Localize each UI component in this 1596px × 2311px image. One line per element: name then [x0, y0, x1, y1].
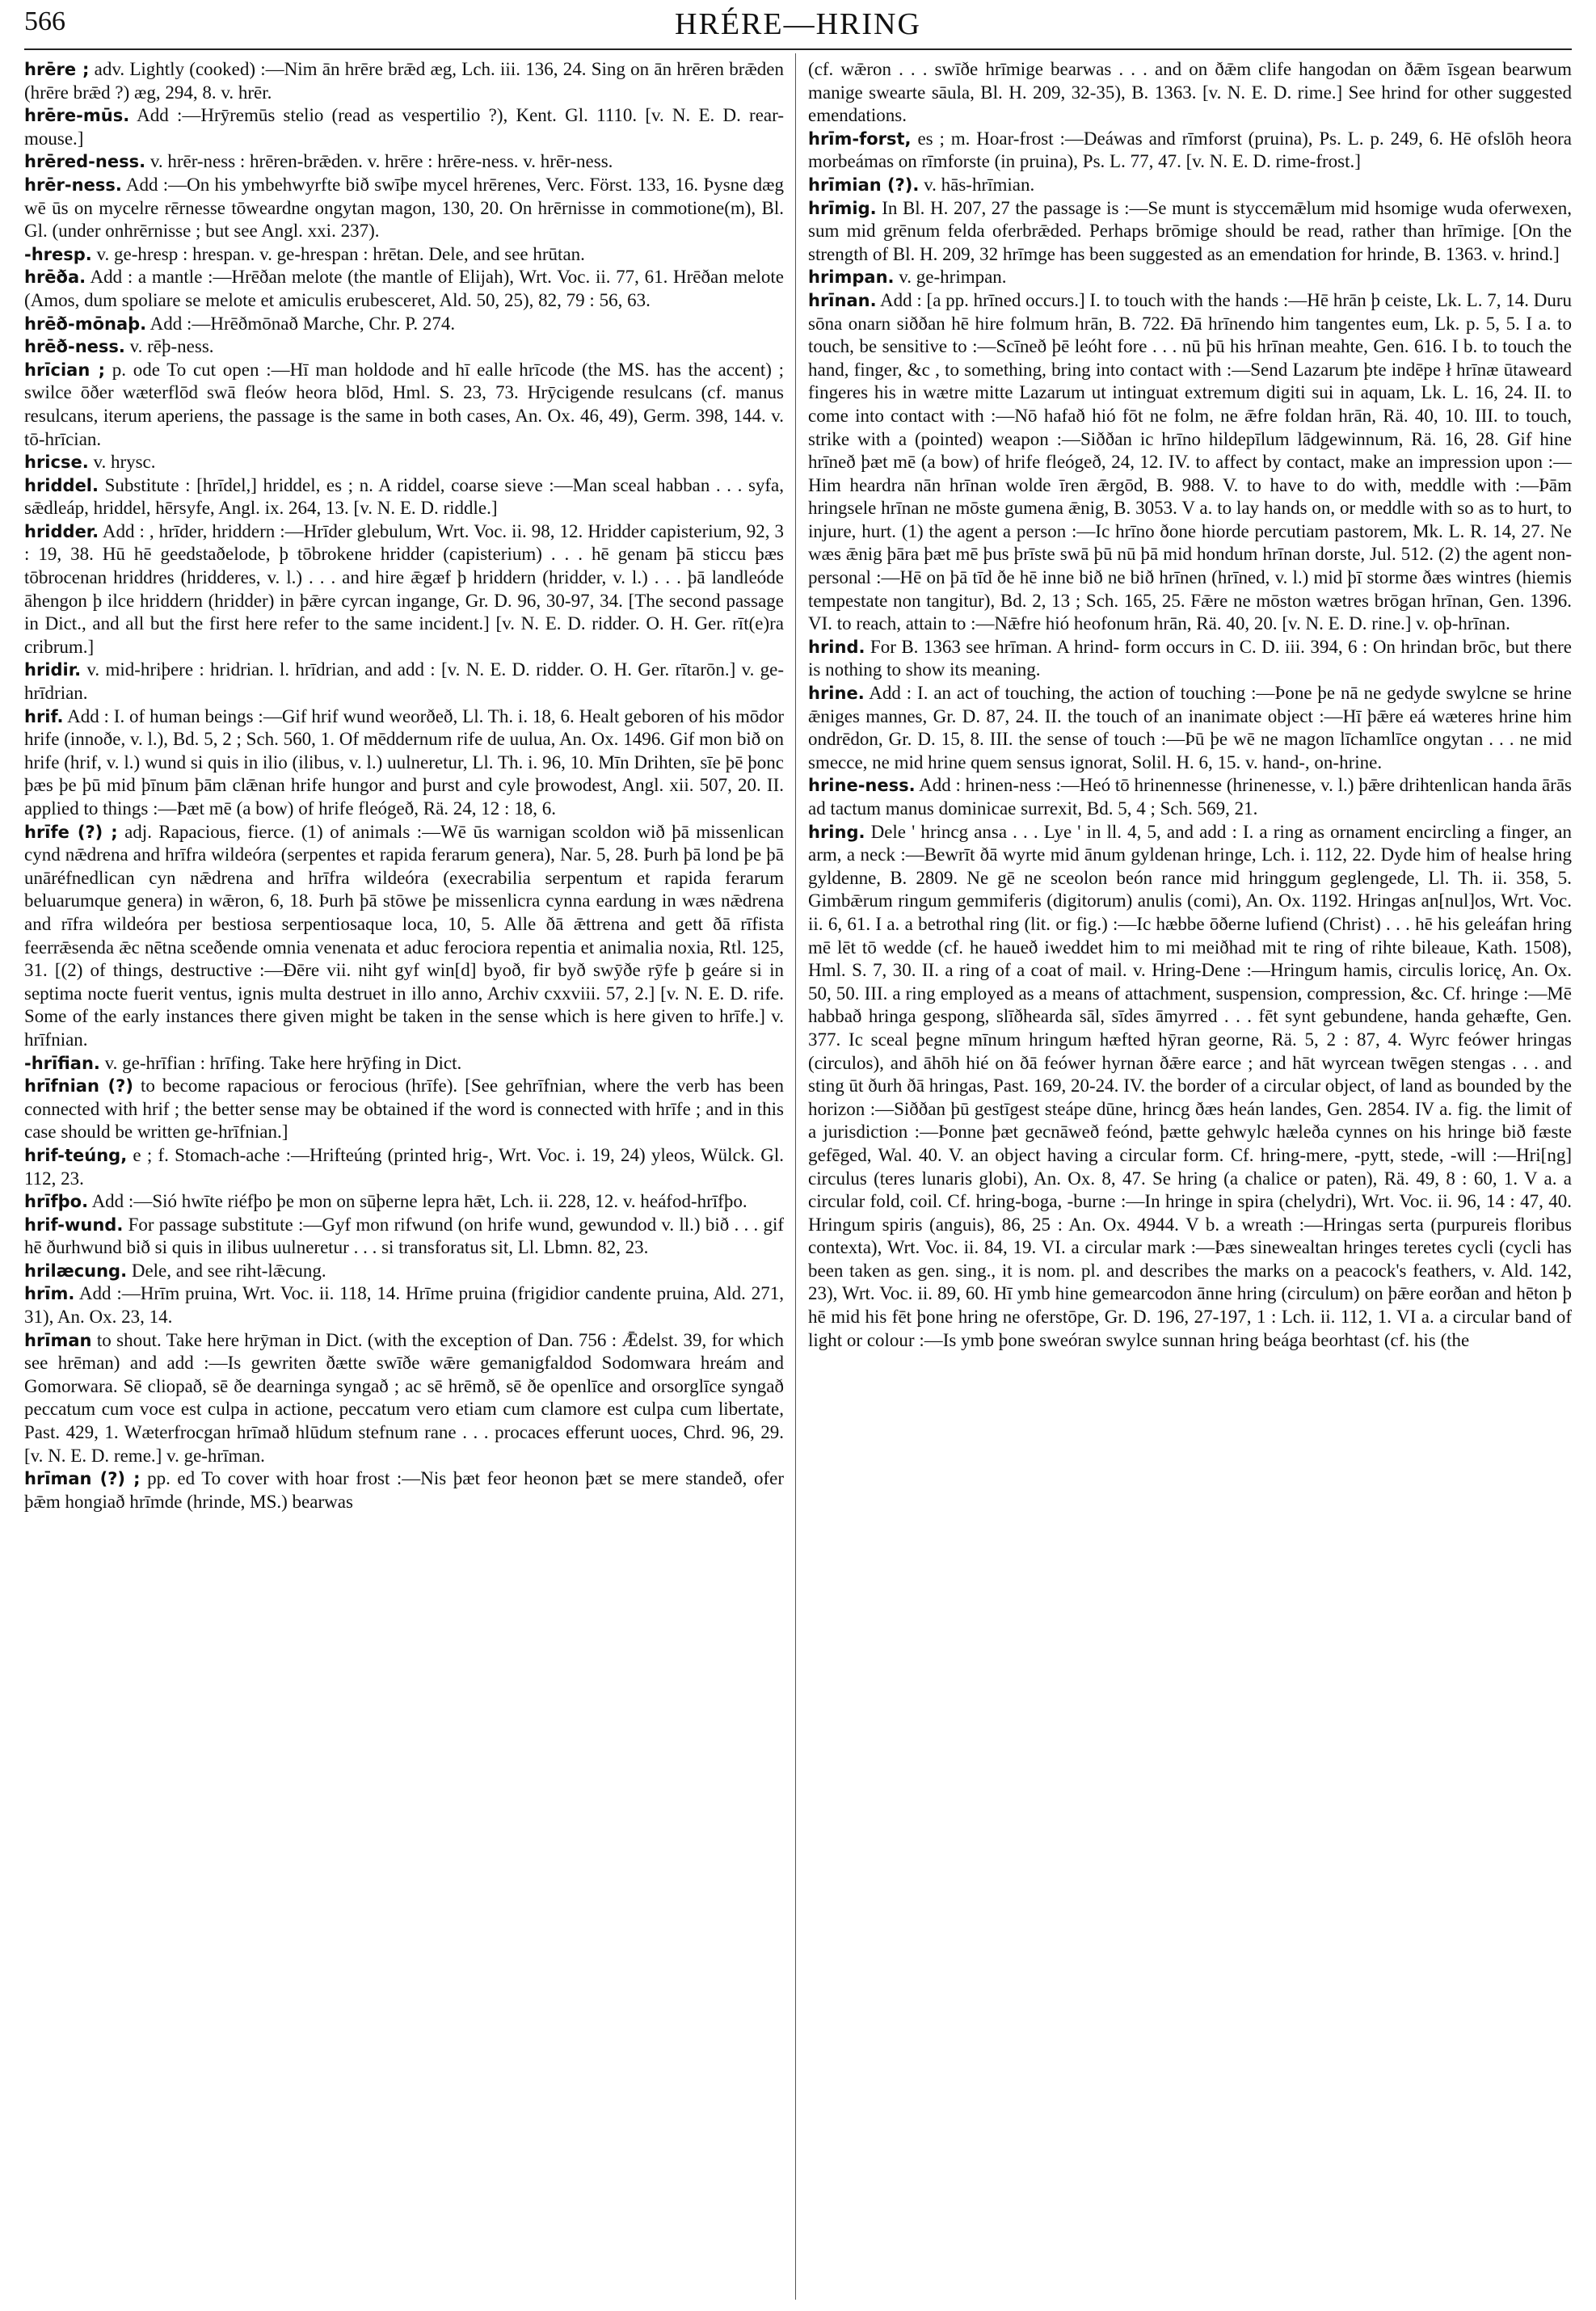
dictionary-entry	[24, 1052, 784, 1076]
entry-text: Add : [a pp. hrīned occurs.] I. to touch with the hands :—Hē hrān þ ceiste, Lk. L. 7, 14. Duru sōna onarn siððan hē hire folmum hrān, B. 722. Ðā hrīnendo him tangentes eum, Lk. p. 5, 5. I a. to touch, be sensitive to :—Scīneð þē leóht fore . . . nū þū his hrīnan meahte, Gen. 616. I b. to touch the hand, finger, &c , to something, bring into contact with :—Send Lazarum þte indēpe ł hrīnæ ūtaweard fingeres his in wætre mitte Lazarum ut intinguat extremum digiti sui in aquam, Lk. L. 16, 24. II. to come into contact with :—Nō hafað hió fōt ne folm, ne ǣfre foldan hrān, Rä. 40, 10. III. to touch, strike with a (pointed) weapon :—Siððan ic hrīno hildepīlum lādgewinnum, Rä. 16, 28. Gif hine hrīneð þæt mē (a bow) of hrife fleógeð, 24, 12. IV. to affect by contact, make an impression upon :—Him heardra nān hrīnan wolde īren ǣrgōd, B. 988. V. to have to do with, meddle with :—Þām hringsele hrīnan ne mōste gumena ǣnig, B. 3053. V a. to lay hands on, or meddle with so as to hurt, to injure, hurt. (1) the agent a person :—Ic hrīno ðone hiorde percutiam pastorem, Mk. L. R. 14, 27. Ne wæs ǣnig þāra þæt mē þus þrīste swā þū nū þā mid hondum hrīnan dorste, Jul. 512. (2) the agent non-personal :—Hē on þā tīd ðe hē inne bið ne bið hrīnen (hrīned, v. l.) mid þī storme ðæs wintres (hiemis tempestate non tangitur), Bd. 2, 13 ; Sch. 165, 25. Fǣre ne mōston wætres brōgan hrīnan, Gen. 1396. VI. to reach, attain to :—Nǣfre hió heofonum hrān, Rä. 40, 20. [v. N. E. D. rine.] v. oþ-hrīnan.	[808, 289, 1572, 634]
entry-headword: hrimpan.	[808, 267, 895, 288]
entry-headword: hrīcian ;	[24, 360, 105, 380]
entry-headword: hrind.	[808, 637, 865, 657]
entry-headword: hriddel.	[24, 475, 99, 495]
entry-headword: hrīfe (?) ;	[24, 822, 118, 842]
dictionary-entry	[24, 705, 784, 821]
entry-headword: hrīm.	[24, 1284, 75, 1304]
dictionary-entry	[24, 1467, 784, 1513]
dictionary-entry	[24, 58, 784, 104]
dictionary-entry	[24, 520, 784, 659]
dictionary-entry	[808, 636, 1572, 682]
entry-headword: hrēð-mōnaþ.	[24, 314, 147, 334]
dictionary-entry	[24, 1144, 784, 1190]
dictionary-entry	[808, 174, 1572, 197]
entry-headword: hrēre-mūs.	[24, 106, 130, 126]
entry-text: Add : I. an act of touching, the action of touching :—Þone þe nā ne gedyde swylcne se hrine ǣniges mannes, Gr. D. 87, 24. II. the touch of an inanimate object :—Hī þǣre eá wæteres hrine him ondrēdon, Gr. D. 15, 8. III. the sense of touch :—Þū þe wē ne magon līchamlīce ongytan . . . ne mid smecce, ne mid hrine quem sensus ignorat, Solil. H. 6, 15. v. hand-, on-hrine.	[808, 683, 1572, 772]
entry-text: Add :—Hrēðmōnað Marche, Chr. P. 274.	[149, 313, 456, 334]
entry-text: pp. ed To cover with hoar frost :—Nis þæt feor heonon þæt se mere standeð, ofer þǣm hongiað hrīmde (hrinde, MS.) bearwas	[24, 1468, 784, 1512]
dictionary-entry	[808, 128, 1572, 174]
entry-headword: hrine.	[808, 684, 865, 704]
dictionary-entry	[24, 1190, 784, 1214]
entry-headword: hrīmig.	[808, 198, 877, 218]
entry-text: Substitute : [hrīdel,] hriddel, es ; n. A riddel, coarse sieve :—Man sceal habban . . . syfa, sǣdleáp, hriddel, hērsyfe, Angl. ix. 264, 13. [v. N. E. D. riddle.]	[24, 474, 784, 519]
entry-headword: hrīman	[24, 1330, 92, 1350]
dictionary-entry	[24, 659, 784, 705]
entry-text: v. ge-hrīfian : hrīfing. Take here hrȳfing in Dict.	[104, 1052, 462, 1073]
entry-text: v. hās-hrīmian.	[924, 174, 1035, 195]
entry-text: e ; f. Stomach-ache :—Hrifteúng (printed hrig-, Wrt. Voc. i. 19, 24) yleos, Wülck. Gl. 112, 23.	[24, 1144, 784, 1189]
dictionary-entry	[24, 1329, 784, 1468]
entry-headword: hridir.	[24, 660, 82, 680]
entry-text: v. mid-hriþere : hridrian. l. hrīdrian, and add : [v. N. E. D. ridder. O. H. Ger. rītarōn.] v. ge-hrīdrian.	[24, 659, 784, 704]
entry-text: Add :—Hrȳremūs stelio (read as vespertilio ?), Kent. Gl. 1110. [v. N. E. D. rear-mouse.]	[24, 105, 784, 149]
page-header	[24, 6, 1572, 44]
dictionary-entry	[24, 266, 784, 312]
dictionary-entry	[808, 58, 1572, 128]
dictionary-entry	[808, 682, 1572, 774]
dictionary-entry	[24, 1260, 784, 1283]
entry-text: p. ode To cut open :—Hī man holdode and hī ealle hrīcode (the MS. has the accent) ; swilce ōðer wæterflōd swā fleów heora blōd, Hml. S. 23, 73. Hrȳcigende resulcans (cf. manus resulcans, iterum aperiens, the passage is the same in both cases, An. Ox. 46, 49), Germ. 398, 144. v. tō-hrīcian.	[24, 359, 784, 449]
entry-text: Add :—Hrīm pruina, Wrt. Voc. ii. 118, 14. Hrīme pruina (frigidior candente pruina, Ald. 271, 31), An. Ox. 23, 14.	[24, 1283, 784, 1328]
entry-headword: hricse.	[24, 453, 89, 473]
entry-headword: hrif.	[24, 706, 64, 726]
dictionary-entry	[808, 289, 1572, 636]
entry-text: Add :—Sió hwīte riéfþo þe mon on sūþerne lepra hǣt, Lch. ii. 228, 12. v. heáfod-hrīfþo.	[91, 1191, 747, 1212]
dictionary-entry	[24, 1075, 784, 1144]
entry-text: to become rapacious or ferocious (hrīfe). [See gehrīfnian, where the verb has been connected with hrif ; the better sense may be obtained if the word is connected with hrīfe ; and in this case should be written ge-hrīfnian.]	[24, 1076, 784, 1143]
entry-headword: hrif-teúng,	[24, 1145, 128, 1165]
entry-headword: hrīm-forst,	[808, 128, 912, 149]
entry-headword: -hresp.	[24, 244, 92, 264]
entry-text: For B. 1363 see hrīman. A hrind- form occurs in C. D. iii. 394, 6 : On hrindan brōc, but there is nothing to show its meaning.	[808, 636, 1572, 680]
entry-text: v. hrysc.	[93, 452, 156, 473]
entry-headword: hring.	[808, 822, 865, 842]
header-rule	[24, 48, 1572, 50]
dictionary-entry	[24, 1282, 784, 1328]
entry-headword: hrīfnian (?)	[24, 1076, 133, 1097]
entry-text: adv. Lightly (cooked) :—Nim ān hrēre brǣd æg, Lch. iii. 136, 24. Sing on ān hrēren brǣden (hrēre brǣd ?) æg, 294, 8. v. hrēr.	[24, 59, 784, 103]
entry-text: Dele, and see riht-lǣcung.	[131, 1260, 326, 1281]
running-head: HRÉRE—HRING	[675, 7, 921, 41]
entry-text: v. hrēr-ness : hrēren-brǣden. v. hrēre : hrēre-ness. v. hrēr-ness.	[149, 151, 613, 172]
entry-text: Add : I. of human beings :—Gif hrif wund weorðeð, Ll. Th. i. 18, 6. Healt geboren of his mōdor hrife (innoðe, v. l.), Bd. 5, 2 ; Sch. 560, 1. Of mēddernum rife de uulua, An. Ox. 1496. Gif mon bið on hrife (hrif, v. l.) wund si quis in ilio (ilibus, v. l.) uulneretur, Ll. Th. i. 96, 10. Mīn Drihten, sīe þē þonc þæs þe þū mid þīnum þām clǣnan hrife hungor and þurst and cyle þrowodest, Angl. xii. 507, 20. II. applied to things :—Þæt mē (a bow) of hrife fleógeð, Rä. 24, 12 : 18, 6.	[24, 705, 784, 819]
dictionary-entry	[808, 266, 1572, 289]
entry-text: es ; m. Hoar-frost :—Deáwas and rīmforst (pruina), Ps. L. p. 249, 6. Hē ofslōh heora morbeámas on rīmforste (in pruina), Ps. L. 77, 47. [v. N. E. D. rime-frost.]	[808, 128, 1572, 172]
entry-headword: hrēð-ness.	[24, 337, 125, 357]
dictionary-entry	[808, 197, 1572, 267]
entry-text: Add : , hrīder, hriddern :—Hrīder glebulum, Wrt. Voc. ii. 98, 12. Hridder capisterium, 92, 3 : 19, 38. Hū hē geedstaðelode, þ tōbrokene hridder (capisterium) . . . hē genam þā sticcu þæs tōbrocenan hriddres (hridderes, v. l.) . . . and hire ǣgæf þ hriddern (hridder, v. l.) . . . þā landleóde āhengon þ ilce hriddern (hridder) in þǣre cyrcan ingange, Gr. D. 96, 30-97, 34. [The second passage in Dict., and all but the first here refer to the same incident.] [v. N. E. D. ridder. O. H. Ger. rīt(e)ra cribrum.]	[24, 520, 784, 657]
entry-text: adj. Rapacious, fierce. (1) of animals :—Wē ūs warnigan scoldon wið þā missenlican cynd nǣdrena and hrīfra wildeóra (serpentes et rapida ferarum genera), Nar. 5, 28. Þurh þā lond þe þā unāréfnedlican cyn nǣdrena and hrīfra wildeóra (execrabilia serpentum et rapida ferarum beluarumque genera) in wǣron, 6, 18. Þurh þā stōwe þe missenlicra cynna eardung in wæs nǣdrena and rīfra wildeóra per bestiosa serpentiosaque loca, 10, 5. Alle ðā ǣttrena and gett ðā rīfista feerrǣsenda ǣc nētna sceðende omnia venenata et aduc ferociora repentia et animalia noxia, Rtl. 125, 31. [(2) of things, destructive :—Ðēre vii. niht gyf win[d] byoð, fir byð swȳðe rȳfe þ geáre si in septima nocte fuerit ventus, ignis multa destruet in illo anno, Archiv cxxviii. 57, 2.] [v. N. E. D. rife. Some of the early instances there given might be taken in the sense which is here given to hrīfe.] v. hrīfnian.	[24, 821, 784, 1050]
entry-headword: hrīman (?) ;	[24, 1469, 141, 1489]
column-divider	[795, 53, 796, 2300]
entry-headword: hrīmian (?).	[808, 175, 920, 195]
entry-text: Add : hrinen-ness :—Heó tō hrinennesse (hrinenesse, v. l.) þǣre drihtenlican handa ārās ad tactum manus dominicae surrexit, Bd. 5, 4 ; Sch. 569, 21.	[808, 775, 1572, 819]
entry-headword: hrīnan.	[808, 290, 877, 310]
dictionary-entry	[808, 774, 1572, 820]
entry-headword: hrilæcung.	[24, 1261, 128, 1281]
entry-text: Add :—On his ymbehwyrfte bið swīþe mycel hrērenes, Verc. Först. 133, 16. Þysne dæg wē ūs on mycelre rērnesse tōweardne ongytan magon, 130, 20. On hrērnisse in commotione(m), Bl. Gl. (under onhrērnisse ; but see Angl. xxi. 237).	[24, 174, 784, 242]
entry-text: For passage substitute :—Gyf mon rifwund (on hrife wund, gewundod v. ll.) bið . . . gif hē ðurhwund bið si quis in ilibus uulneretur . . . si transforatus sit, Ll. Lbmn. 82, 23.	[24, 1214, 784, 1258]
entry-headword: hrēr-ness.	[24, 175, 122, 195]
dictionary-entry	[24, 451, 784, 474]
dictionary-entry	[24, 821, 784, 1052]
left-column	[24, 58, 784, 2296]
dictionary-entry	[24, 1214, 784, 1260]
entry-headword: hrēre ;	[24, 60, 90, 79]
dictionary-entry	[24, 104, 784, 150]
entry-headword: hrine-ness.	[808, 776, 916, 796]
dictionary-entry	[24, 243, 784, 267]
dictionary-entry	[24, 359, 784, 451]
dictionary-entry	[24, 150, 784, 174]
entry-text: Dele ' hrincg ansa . . . Lye ' in ll. 4, 5, and add : I. a ring as ornament encircling a finger, an arm, a neck :—Bewrīt ðā wyrte mid ānum gyldenan hringe, Lch. i. 112, 22. Dyde him of healse hring gyldenne, B. 2809. Ne gē ne sceolon beón rance mid hringgum geglengede, Ll. Th. ii. 358, 5. Gimbǣrum ringum gemmiferis (digitorum) anulis (comi), An. Ox. 1192. Hringas an[nul]os, Wrt. Voc. ii. 6, 61. I a. a betrothal ring (lit. or fig.) :—Ic hæbbe ōðerne lufiend (Christ) . . . hē his geleáfan hring mē lēt tō wedde (cf. he haueð iweddet him to mi meiðhad mit te ring of rihte bileaue, Kath. 1508), Hml. S. 7, 30. II. a ring of a coat of mail. v. Hring-Dene :—Hringum hamis, circulis loricę, An. Ox. 50, 50. III. a ring employed as a means of attachment, suspension, compression, &c. Cf. hringe :—Mē habbað hringa gespong, slīðhearda sāl, sīdes āmyrred . . . fēt synt gebundene, handa gehæfte, Gen. 377. Ic sceal þegne mīnum hringum hæfted hȳran georne, Rä. 5, 2 : 87, 4. Wyrc feówer hringas (circulos), and āhōh hié on ðā feówer hyrnan ðǣre earce ; and hāt wyrcean twēgen stengas . . . and sting ūt ðurh ðā hringas, Past. 169, 20-24. IV. the border of a circular object, of land as bounded by the horizon :—Siððan þū gestīgest steápe dūne, hrincg ðæs heán landes, Gen. 2854. IV a. fig. the limit of a jurisdiction :—Þonne þæt gecnāweð feónd, þætte gehwylc hæleða cynnes on his hringe bið fæste gefēged, Wal. 40. V. an object having a circular form. Cf. hring-mere, -pytt, stede, -will :—Hri[ng] circulus (teres lunaris globi), An. Ox. 8, 47. Se hring (a chalice or paten), Rä. 49, 8 : 60, 1. V a. a circular fold, coil. Cf. hring-boga, -burne :—In hringe in spira (chelydri), Wrt. Voc. ii. 96, 14 : 47, 40. Hringum spiris (anguis), 86, 25 : An. Ox. 4944. V b. a wreath :—Hringas serta (purpureis floribus contexta), Wrt. Voc. ii. 84, 19. VI. a circular mark :—Þæs sinewealtan hringes teretes cycli (cycli has been taken as gen. sing., it is nom. pl. and describes the marks on a peacock's feathers, v. Ald. 142, 23), Wrt. Voc. ii. 89, 60. Hī ymb hine gemearcodon ānne hring (circulum) on þǣre eorðan and hēton þ hē mid his fēt þone hring ne oferstōpe, Gr. D. 196, 27-197, 1 : Lch. ii. 112, 1. VI a. a circular band of light or colour :—Is ymb þone sweóran swylce sunnan hring beága beorhtast (cf. his (the	[808, 821, 1572, 1350]
entry-text: v. ge-hrimpan.	[899, 267, 1007, 288]
entry-text: to shout. Take here hrȳman in Dict. (with the exception of Dan. 756 : Ǣdelst. 39, for which see hrēman) and add :—Is gewriten ðætte swīðe wǣre gemanigfaldod Sodomwara hreám and Gomorwara. Sē cliopað, sē ðe dearninga syngað ; ac sē hrēmð, sē ðe openlīce and orsorglīce syngað peccatum cum voce est culpa in actione, peccatum vero etiam cum clamore est culpa cum libertate, Past. 429, 1. Wæterfrocgan hrīmað hlūdum stefnum rane . . . procaces efferunt uoces, Chrd. 96, 29. [v. N. E. D. reme.] v. ge-hrīman.	[24, 1329, 784, 1466]
entry-headword: hrīfþo.	[24, 1192, 89, 1212]
entry-text: v. ge-hresp : hrespan. v. ge-hrespan : hrētan. Dele, and see hrūtan.	[96, 243, 585, 264]
entry-text: In Bl. H. 207, 27 the passage is :—Se munt is styccemǣlum mid hsomige wuda oferwexen, sum mid grēnum felda oferbrǣded. Perhaps brōmige should be read, rather than hrīmige. [On the strength of Bl. H. 209, 32 hrīmge has been suggested as an emendation for hrinde, B. 1363. v. hrind.]	[808, 197, 1572, 264]
dictionary-entry	[24, 335, 784, 359]
entry-headword: hridder.	[24, 521, 99, 541]
dictionary-entry	[24, 174, 784, 243]
entry-headword: -hrīfian.	[24, 1053, 100, 1073]
right-column	[808, 58, 1572, 2296]
entry-headword: hrif-wund.	[24, 1214, 124, 1235]
entry-text: (cf. wǣron . . . swīðe hrīmige bearwas . . . and on ðǣm clife hangodan on ðǣm īsgean bearwum manige swearte sāula, Bl. H. 209, 32-35), B. 1363. [v. N. E. D. rime.] See hrind for other suggested emendations.	[808, 59, 1572, 126]
entry-headword: hrēða.	[24, 267, 86, 288]
entry-text: Add : a mantle :—Hrēðan melote (the mantle of Elijah), Wrt. Voc. ii. 77, 61. Hrēðan melote (Amos, dum spoliare se melote et amiculis erubesceret, Ald. 50, 25), 82, 79 : 56, 63.	[24, 267, 784, 310]
dictionary-entry	[808, 821, 1572, 1353]
entry-headword: hrēred-ness.	[24, 152, 146, 172]
dictionary-entry	[24, 474, 784, 520]
dictionary-entry	[24, 313, 784, 336]
page-number: 566	[24, 6, 65, 36]
entry-text: v. rēþ-ness.	[129, 336, 214, 357]
